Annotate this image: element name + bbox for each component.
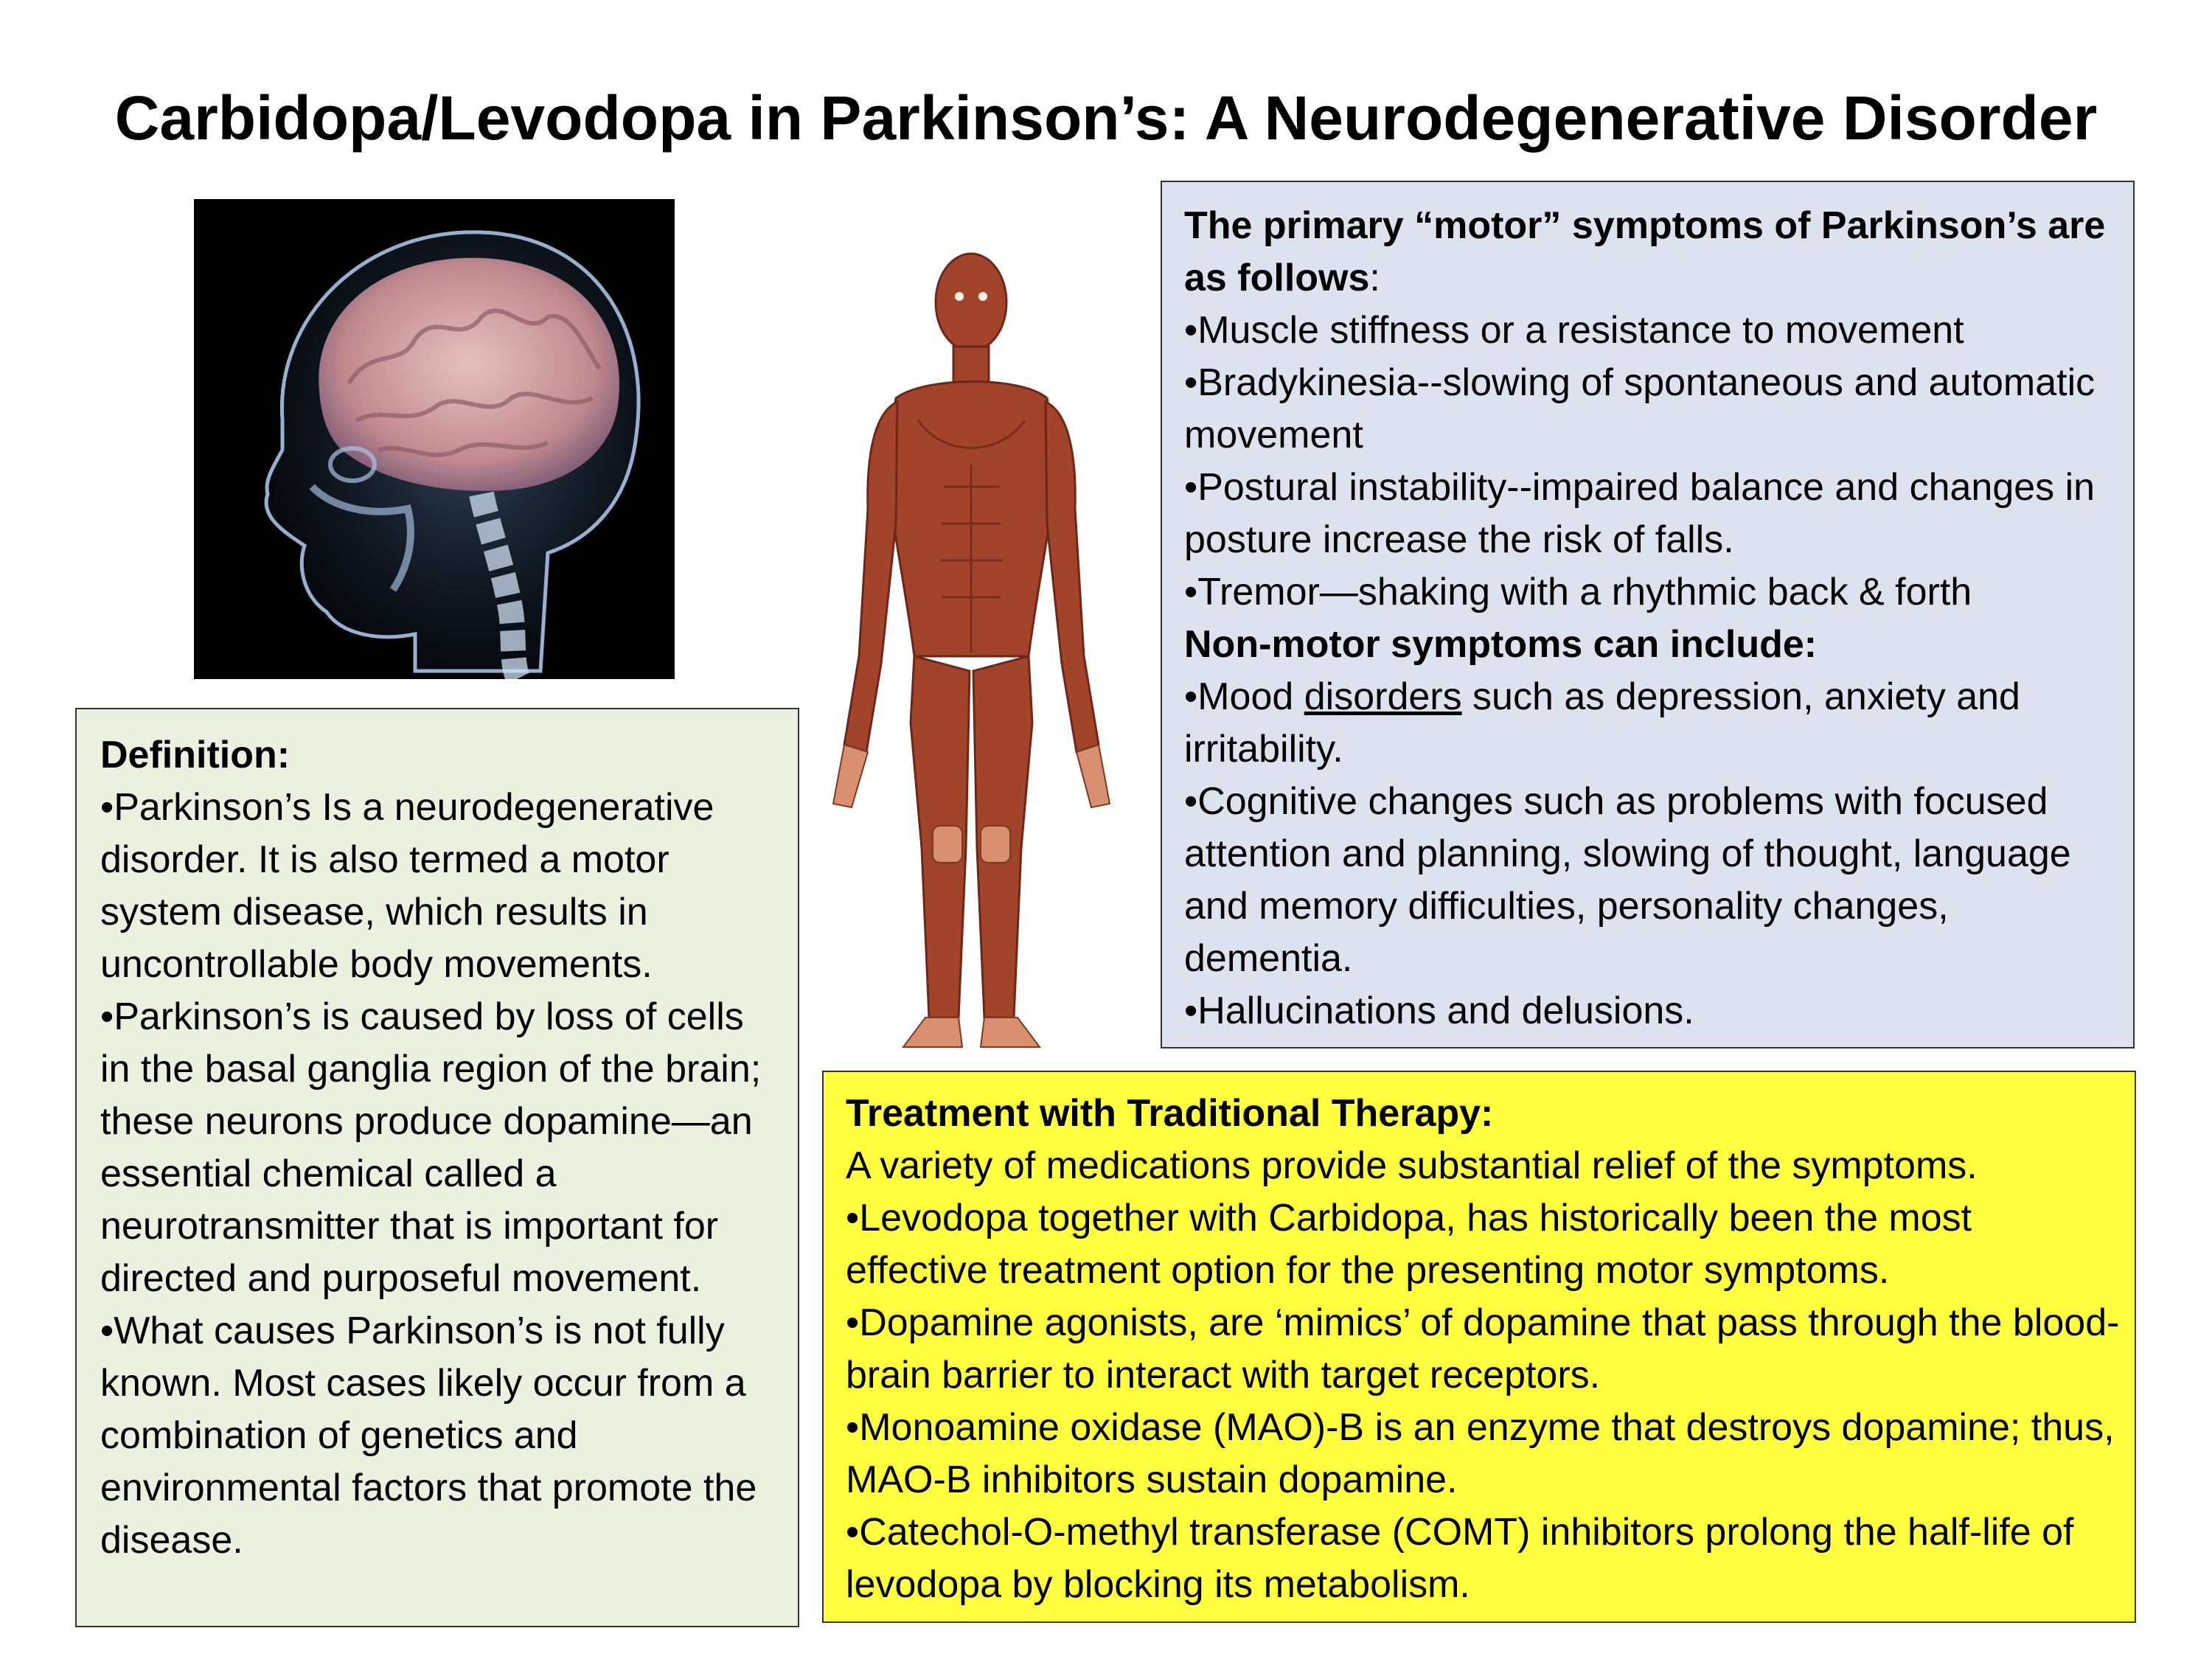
- motor-symptom-item: •Muscle stiffness or a resistance to movement: [1184, 309, 1964, 352]
- definition-panel: [75, 708, 799, 1627]
- definition-item: •What causes Parkinson’s is not fully known. Most cases likely occur from a combination of genetics and environmental factors that promote the disease.: [100, 1310, 757, 1562]
- muscle-anatomy-figure: [815, 243, 1124, 1054]
- page-title: Carbidopa/Levodopa in Parkinson’s: A Neurodegenerative Disorder: [114, 83, 2098, 153]
- symptoms-panel: [1161, 181, 2135, 1048]
- xray-brain-image: [194, 199, 675, 679]
- treatment-item: •Dopamine agonists, are ‘mimics’ of dopamine that pass through the blood-brain barrier to interact with target receptors.: [846, 1301, 2120, 1397]
- treatment-item: •Levodopa together with Carbidopa, has historically been the most effective treatment option for the presenting motor symptoms.: [846, 1197, 1972, 1292]
- treatment-item: A variety of medications provide substantial relief of the symptoms.: [846, 1144, 1978, 1187]
- definition-heading: Definition:: [100, 734, 291, 776]
- disorders-link[interactable]: disorders: [1304, 675, 1462, 718]
- nonmotor-symptoms-heading: Non-motor symptoms can include:: [1184, 623, 1818, 666]
- definition-item: •Parkinson’s Is a neurodegenerative disorder. It is also termed a motor system disease, which results in uncontrollable body movements.: [100, 786, 714, 986]
- nonmotor-symptom-item: •Mood disorders such as depression, anxiety and irritability.: [1184, 675, 2020, 771]
- treatment-item: •Monoamine oxidase (MAO)-B is an enzyme that destroys dopamine; thus, MAO-B inhibitors sustain dopamine.: [846, 1406, 2115, 1501]
- motor-symptom-item: •Postural instability--impaired balance and changes in posture increase the risk of falls.: [1184, 466, 2096, 561]
- nonmotor-symptom-item: •Hallucinations and delusions.: [1184, 990, 1694, 1032]
- xray-head-icon: [194, 199, 675, 679]
- definition-item: •Parkinson’s is caused by loss of cells in the basal ganglia region of the brain; these neurons produce dopamine—an essential chemical called a neurotransmitter that is important for directed and purposeful movement.: [100, 995, 762, 1300]
- nonmotor-symptom-item: •Cognitive changes such as problems with focused attention and planning, slowing of thought, language and memory difficulties, personality changes, dementia.: [1184, 780, 2071, 980]
- treatment-item: •Catechol-O-methyl transferase (COMT) inhibitors prolong the half-life of levodopa by blocking its metabolism.: [846, 1511, 2074, 1606]
- treatment-panel: [822, 1071, 2136, 1623]
- human-muscle-icon: [815, 243, 1124, 1054]
- treatment-heading: Treatment with Traditional Therapy:: [846, 1092, 1494, 1135]
- motor-symptom-item: •Tremor—shaking with a rhythmic back & forth: [1184, 571, 1972, 613]
- motor-symptom-item: •Bradykinesia--slowing of spontaneous and automatic movement: [1184, 361, 2096, 456]
- motor-symptoms-heading: The primary “motor” symptoms of Parkinson’s are as follows:: [1184, 204, 2106, 299]
